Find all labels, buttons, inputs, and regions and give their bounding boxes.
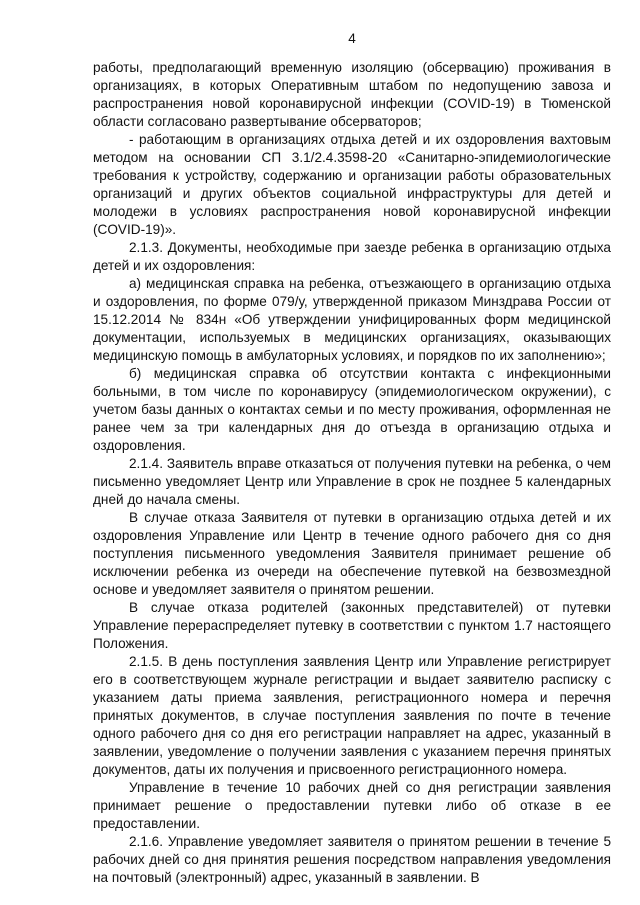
paragraph-2-1-5: 2.1.5. В день поступления заявления Центр или Управление регистрирует его в соответствующем журнале регистрации и выдает заявителю расписку с указанием даты приема заявления, регистрационного номера и перечня принятых документов, в случае поступления заявления по почте в течение одного рабочего дня со дня его регистрации направляет на адрес, указанный в заявлении, уведомление о получении заявления с указанием перечня принятых документов, даты их получения и присвоенного регистрационного номера. [93, 654, 611, 777]
paragraph-2-1-3-a: а) медицинская справка на ребенка, отъезжающего в организацию отдыха и оздоровления, по форме 079/у, утвержденной приказом Минздрава России от 15.12.2014 № 834н «Об утверждении унифицированных форм медицинской документации, используемых в медицинских организациях, оказывающих медицинскую помощь в амбулаторных условиях, и порядков по их заполнению»; [93, 276, 611, 363]
document-page [93, 30, 611, 887]
paragraph-shift-workers: - работающим в организациях отдыха детей и их оздоровления вахтовым методом на основании СП 3.1/2.4.3598-20 «Санитарно-эпидемиологические требования к устройству, содержанию и организации работы образовательных организаций и других объектов социальной инфраструктуры для детей и молодежи в условиях распространения новой коронавирусной инфекции (COVID-19)». [93, 132, 611, 237]
paragraph-decision-term: Управление в течение 10 рабочих дней со дня регистрации заявления принимает решение о предоставлении путевки либо об отказе в ее предоставлении. [93, 780, 611, 831]
paragraph-2-1-3-b: б) медицинская справка об отсутствии контакта с инфекционными больными, в том числе по коронавирусу (эпидемиологическом окружении), с учетом базы данных о контактах семьи и по месту проживания, оформленная не ранее чем за три календарных дня до отъезда в организацию отдыха и оздоровления. [93, 366, 611, 453]
paragraph-refusal-parents: В случае отказа родителей (законных представителей) от путевки Управление перераспределяет путевку в соответствии с пунктом 1.7 настоящего Положения. [93, 600, 611, 651]
page-number: 4 [348, 31, 356, 46]
paragraph-observation-continuation: работы, предполагающий временную изоляцию (обсервацию) проживания в организациях, в которых Оперативным штабом по недопущению завоза и распространения новой коронавирусной инфекции (COVID-19) в Тюменской области согласовано развертывание обсерваторов; [93, 60, 611, 129]
paragraph-2-1-3: 2.1.3. Документы, необходимые при заезде ребенка в организацию отдыха детей и их оздоровления: [93, 240, 611, 273]
paragraph-2-1-6: 2.1.6. Управление уведомляет заявителя о принятом решении в течение 5 рабочих дней со дня принятия решения посредством направления уведомления на почтовый (электронный) адрес, указанный в заявлении. В [93, 834, 611, 885]
paragraph-2-1-4: 2.1.4. Заявитель вправе отказаться от получения путевки на ребенка, о чем письменно уведомляет Центр или Управление в срок не позднее 5 календарных дней до начала смены. [93, 456, 611, 507]
paragraph-refusal-applicant: В случае отказа Заявителя от путевки в организацию отдыха детей и их оздоровления Управление или Центр в течение одного рабочего дня со дня поступления письменного уведомления Заявителя принимает решение об исключении ребенка из очереди на обеспечение путевкой на безвозмездной основе и уведомляет заявителя о принятом решении. [93, 510, 611, 597]
